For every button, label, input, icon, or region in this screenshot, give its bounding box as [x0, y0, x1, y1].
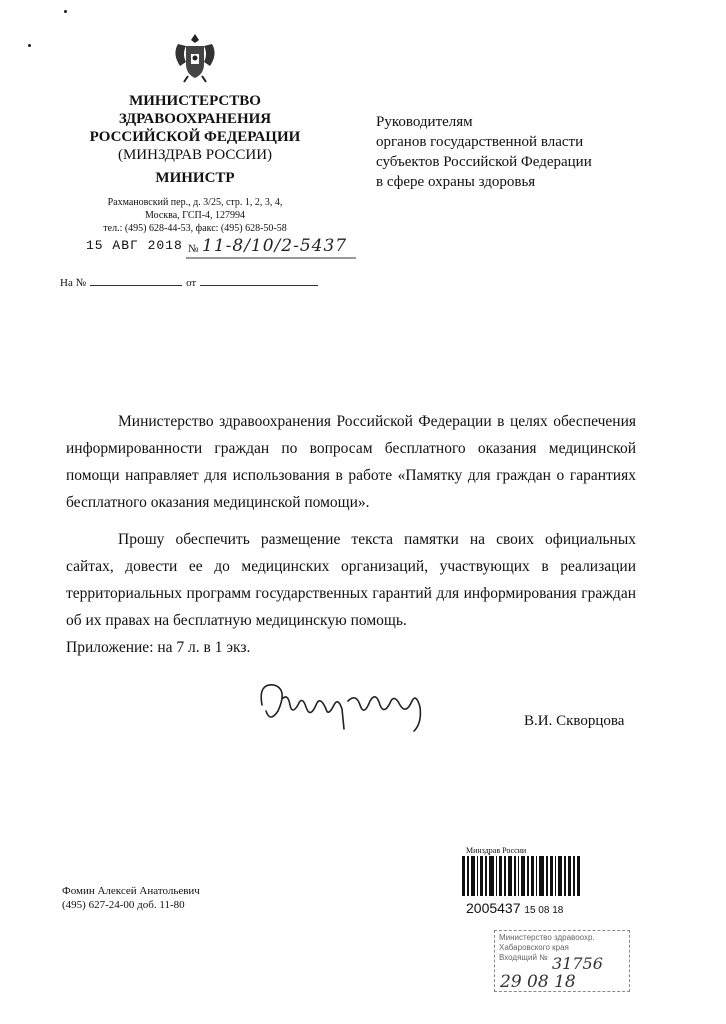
- address-line: Москва, ГСП-4, 127994: [144, 210, 246, 221]
- stamp-line: Входящий №: [499, 953, 548, 962]
- reference-line: [60, 277, 318, 289]
- reference-from-label: от: [186, 277, 197, 289]
- ministry-name: [60, 92, 330, 164]
- registration-number: [466, 900, 563, 916]
- signer-name: В.И. Скворцова: [524, 713, 625, 729]
- incoming-number-handwritten: 31756: [552, 954, 603, 973]
- registration-number-value: 2005437: [466, 900, 521, 916]
- body-paragraph: Прошу обеспечить размещение текста памятки на своих официальных сайтах, довести ее до медицинских организаций, участвующих в реализации территориальных программ государственных гарантий для информирования граждан об их правах на бесплатную медицинскую помощь.: [66, 531, 636, 629]
- outgoing-number-handwritten: 11-8/10/2-5437: [202, 236, 348, 256]
- recipient-block: [376, 112, 656, 192]
- barcode-icon: [462, 856, 580, 896]
- letter-body: [66, 408, 636, 661]
- outgoing-number-label: №: [188, 243, 199, 255]
- ministry-address: [60, 196, 330, 235]
- stamp-line: Хабаровского края: [499, 943, 569, 952]
- ministry-name-line: ЗДРАВООХРАНЕНИЯ: [118, 111, 272, 127]
- scan-speck: [28, 44, 31, 47]
- executor-name: Фомин Алексей Анатольевич: [62, 885, 200, 897]
- incoming-date-handwritten: 29 08 18: [500, 972, 576, 992]
- stamp-line: Министерство здравоохр.: [499, 933, 595, 942]
- coat-of-arms-icon: [170, 30, 220, 86]
- reference-number-label: На №: [60, 277, 87, 289]
- executor-phone: (495) 627-24-00 доб. 11-80: [62, 899, 185, 911]
- body-paragraph: Министерство здравоохранения Российской Федерации в целях обеспечения информированности граждан по вопросам бесплатного оказания медицинской помощи направляет для использования в работе «Памятку для граждан о гарантиях бесплатного оказания медицинской помощи».: [66, 413, 636, 511]
- reference-date-blank: [200, 285, 318, 286]
- barcode-label: Минздрав России: [466, 846, 527, 855]
- ministry-abbreviation: (МИНЗДРАВ РОССИИ): [117, 147, 273, 163]
- outgoing-number-underline: [186, 256, 356, 260]
- outgoing-date-stamp: 15 АВГ 2018: [86, 238, 183, 253]
- recipient-line: в сфере охраны здоровья: [376, 174, 536, 190]
- recipient-line: Руководителям: [376, 114, 473, 130]
- ministry-name-line: РОССИЙСКОЙ ФЕДЕРАЦИИ: [89, 129, 301, 145]
- ministry-name-line: МИНИСТЕРСТВО: [129, 93, 261, 109]
- handwritten-signature: [252, 665, 452, 745]
- registration-date: 15 08 18: [524, 905, 564, 916]
- recipient-line: органов государственной власти: [376, 134, 584, 150]
- address-line: Рахмановский пер., д. 3/25, стр. 1, 2, 3, 4,: [107, 197, 283, 208]
- executor-block: [62, 884, 200, 912]
- reference-number-blank: [90, 285, 182, 286]
- recipient-line: субъектов Российской Федерации: [376, 154, 592, 170]
- scan-speck: [64, 10, 67, 13]
- minister-title: МИНИСТР: [155, 170, 235, 186]
- attachment-note: Приложение: на 7 л. в 1 экз.: [66, 639, 251, 656]
- address-line: тел.: (495) 628-44-53, факс: (495) 628-50-58: [103, 223, 287, 234]
